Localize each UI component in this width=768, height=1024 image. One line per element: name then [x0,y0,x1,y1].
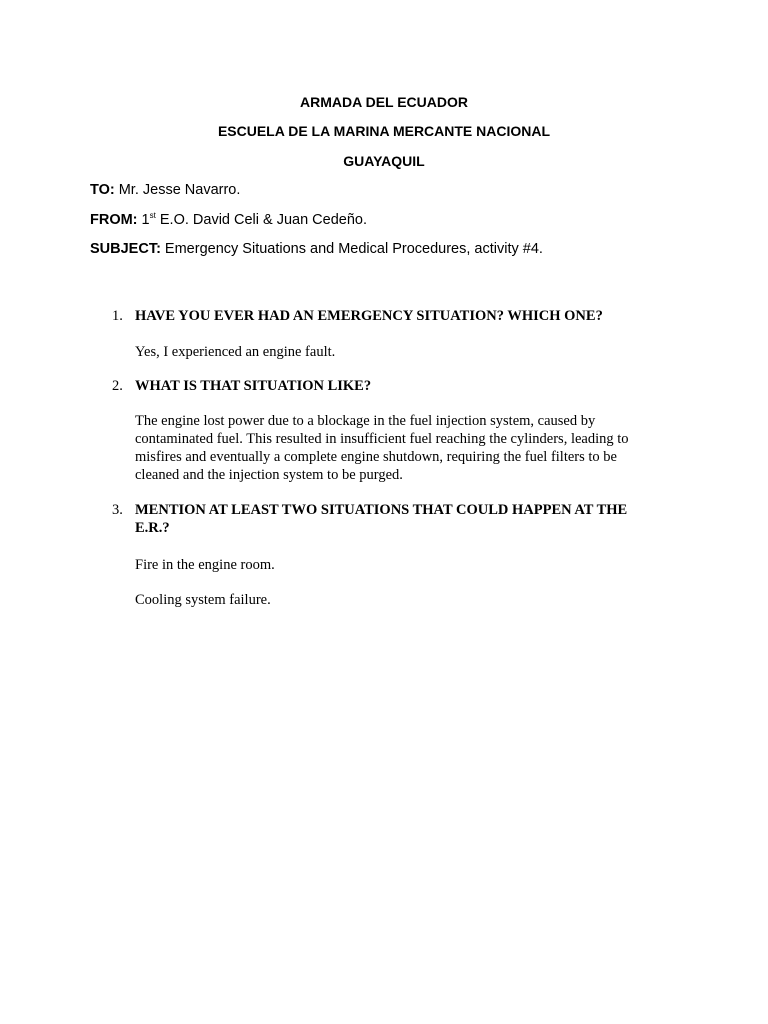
header-school: ESCUELA DE LA MARINA MERCANTE NACIONAL [217,123,551,139]
memo-subject-line [90,240,543,258]
from-value: E.O. David Celi & Juan Cedeño. [155,212,368,228]
question-3-number: 3. [112,502,123,518]
from-prefix: 1 [137,212,150,228]
from-label: FROM: [90,212,138,228]
question-2-text: WHAT IS THAT SITUATION LIKE? [135,378,372,394]
subject-label: SUBJECT: [90,241,161,257]
memo-from-line [90,211,367,229]
memo-to-line [90,181,240,199]
question-2-number: 2. [112,378,123,394]
header-city: GUAYAQUIL [343,153,425,169]
question-1-text: HAVE YOU EVER HAD AN EMERGENCY SITUATION? WHICH ONE? [135,308,603,324]
question-2-answer: The engine lost power due to a blockage in the fuel injection system, caused by contaminated fuel. This resulted in insufficient fuel reaching the cylinders, leading to misfires and eventually a complete engine shutdown, requiring the fuel filters to be cleaned and the injection system to be purged. [135,413,629,483]
from-superscript: st [149,211,156,220]
question-1-number: 1. [112,308,123,324]
question-3-answer-1: Fire in the engine room. [135,557,275,573]
question-3-answer-2: Cooling system failure. [135,592,271,608]
header-institution: ARMADA DEL ECUADOR [300,94,468,110]
subject-value: Emergency Situations and Medical Procedures, activity #4. [160,241,543,257]
to-value: Mr. Jesse Navarro. [114,182,241,198]
question-3-text: MENTION AT LEAST TWO SITUATIONS THAT COULD HAPPEN AT THE E.R.? [135,502,628,536]
to-label: TO: [90,182,115,198]
question-1-answer: Yes, I experienced an engine fault. [135,344,336,360]
